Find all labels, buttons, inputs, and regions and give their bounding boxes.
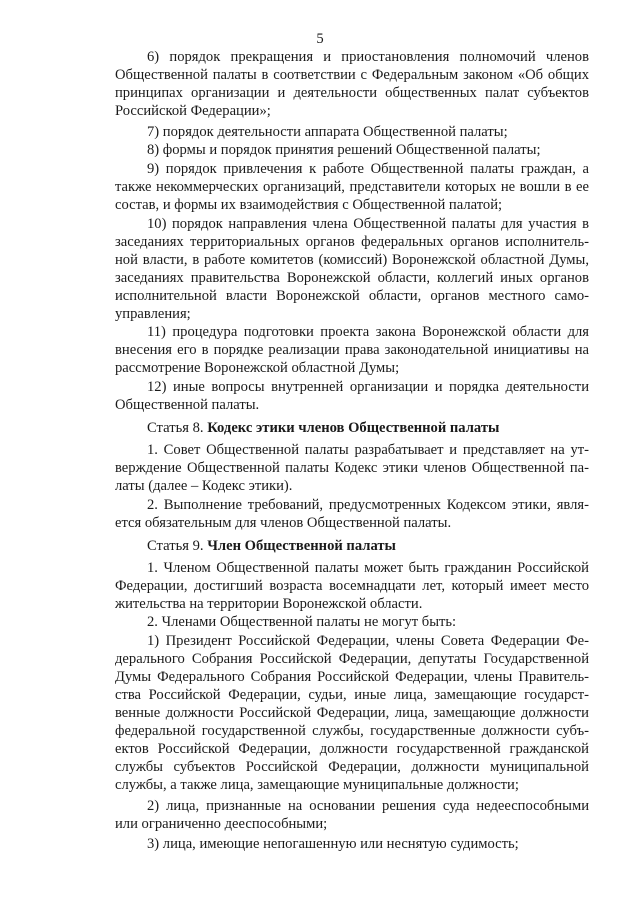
text-line: 1. Совет Общественной палаты разрабатывает и представляет на ут-	[147, 442, 589, 458]
text-line: 7) порядок деятельности аппарата Общественной палаты;	[147, 124, 508, 140]
text-line: 2. Членами Общественной палаты не могут быть:	[147, 614, 457, 630]
text-line: 10) порядок направления члена Общественной палаты для участия в	[147, 216, 589, 232]
text-line: дерального Собрания Российской Федерации, депутаты Государственной	[115, 651, 589, 667]
text-line: состав, и формы их взаимодействия с Общественной палатой;	[115, 197, 503, 213]
article-9-heading	[147, 537, 589, 555]
text-line: Общественной палаты.	[115, 397, 260, 413]
text-line: 11) процедура подготовки проекта закона Воронежской области для	[147, 324, 589, 340]
text-line: 2) лица, признанные на основании решения суда недееспособными	[147, 798, 589, 814]
text-line: 3) лица, имеющие непогашенную или неснятую судимость;	[147, 836, 519, 852]
article-9-title: Член Общественной палаты	[207, 538, 396, 554]
article-9-prefix: Статья 9.	[147, 538, 204, 554]
text-line: заседаниях правительства Воронежской области, коллегий иных органов	[115, 270, 589, 286]
text-line: службы субъектов Российской Федерации, должности муниципальной	[115, 759, 589, 775]
text-line: 8) формы и порядок принятия решений Общественной палаты;	[147, 142, 541, 158]
article-8-heading	[147, 419, 589, 437]
text-line: ной власти, в работе комитетов (комиссий) Воронежской областной Думы,	[115, 252, 589, 268]
text-line: Федерации, достигший возраста восемнадцати лет, который имеет место	[115, 578, 589, 594]
text-line: 1) Президент Российской Федерации, члены Совета Федерации Фе-	[147, 633, 589, 649]
text-line: или ограниченно дееспособными;	[115, 816, 328, 832]
text-line: 1. Членом Общественной палаты может быть гражданин Российской	[147, 560, 589, 576]
text-line: 12) иные вопросы внутренней организации и порядка деятельности	[147, 379, 589, 395]
text-line: верждение Общественной палаты Кодекс этики членов Общественной па-	[115, 460, 589, 476]
text-line: венные должности Российской Федерации, лица, замещающие должности	[115, 705, 589, 721]
text-line: исполнительной власти Воронежской области, органов местного само-	[115, 288, 589, 304]
text-line: службы, а также лица, замещающие муниципальные должности;	[115, 777, 519, 793]
text-line: ства Российской Федерации, судьи, иные лица, замещающие государст-	[115, 687, 589, 703]
text-line: принципах организации и деятельности общественных палат субъектов	[115, 85, 589, 101]
text-line: Общественной палаты в соответствии с Федеральным законом «Об общих	[115, 67, 589, 83]
text-line: федеральной государственной службы, государственные должности субъ-	[115, 723, 589, 739]
text-line: также некоммерческих организаций, представители которых не вошли в ее	[115, 179, 589, 195]
text-line: 6) порядок прекращения и приостановления полномочий членов	[147, 49, 589, 65]
page-number: 5	[316, 31, 324, 47]
text-line: 9) порядок привлечения к работе Общественной палаты граждан, а	[147, 161, 589, 177]
text-line: латы (далее – Кодекс этики).	[115, 478, 293, 494]
text-line: внесения его в порядке реализации права законодательной инициативы на	[115, 342, 589, 358]
article-8-title: Кодекс этики членов Общественной палаты	[207, 420, 500, 436]
text-line: жительства на территории Воронежской области.	[115, 596, 423, 612]
text-line: ется обязательным для членов Общественной палаты.	[115, 515, 452, 531]
text-line: ектов Российской Федерации, должности государственной гражданской	[115, 741, 589, 757]
text-line: 2. Выполнение требований, предусмотренных Кодексом этики, явля-	[147, 497, 589, 513]
text-line: управления;	[115, 306, 191, 322]
text-line: рассмотрение Воронежской областной Думы;	[115, 360, 400, 376]
article-8-prefix: Статья 8.	[147, 420, 204, 436]
text-line: заседаниях территориальных органов федеральных органов исполнитель-	[115, 234, 589, 250]
text-line: Российской Федерации»;	[115, 103, 271, 119]
text-line: Думы Федерального Собрания Российской Федерации, члены Правитель-	[115, 669, 589, 685]
